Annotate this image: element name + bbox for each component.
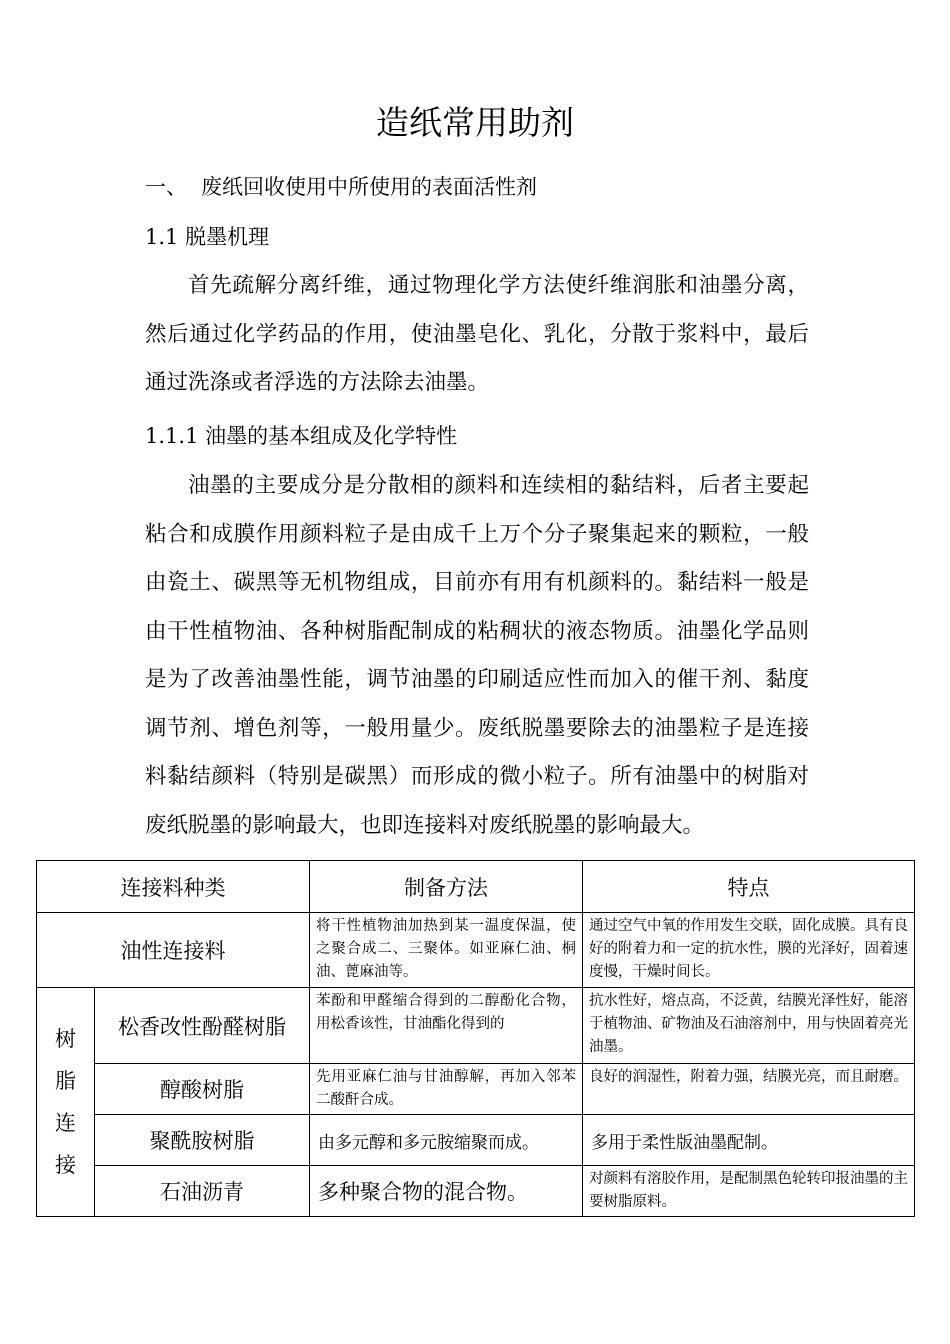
section-title: 废纸回收使用中所使用的表面活性剂 [201, 175, 537, 199]
table-row [37, 1115, 915, 1166]
feature-cell: 抗水性好，熔点高，不泛黄，结膜光泽性好，能溶于植物油、矿物油及石油溶剂中，用与快固着亮光油墨。 [583, 988, 915, 1064]
subsection-heading-1-1-1: 1.1.1 油墨的基本组成及化学特性 [145, 424, 458, 448]
group-char: 连 [55, 1111, 76, 1135]
resin-binder-group-label [37, 988, 95, 1217]
page-title: 造纸常用助剂 [376, 103, 574, 142]
table-row [37, 988, 915, 1064]
header-binder-type: 连接料种类 [37, 861, 310, 913]
binder-type-cell: 石油沥青 [95, 1166, 310, 1217]
method-cell: 将干性植物油加热到某一温度保温，使之聚合成二、三聚体。如亚麻仁油、桐油、蓖麻油等。 [310, 913, 583, 988]
binder-type-cell: 松香改性酚醛树脂 [95, 988, 310, 1064]
group-char: 树 [55, 1027, 76, 1051]
method-cell: 由多元醇和多元胺缩聚而成。 [310, 1115, 583, 1166]
feature-cell: 对颜料有溶胶作用，是配制黑色轮转印报油墨的主要树脂原料。 [583, 1166, 915, 1217]
method-cell: 先用亚麻仁油与甘油醇解，再加入邻苯二酸酐合成。 [310, 1064, 583, 1115]
header-features: 特点 [583, 861, 915, 913]
table-row [37, 1166, 915, 1217]
section-number: 一、 [145, 175, 187, 199]
subsection-heading-1-1: 1.1 脱墨机理 [145, 225, 270, 249]
group-char: 脂 [55, 1069, 76, 1093]
table-row [37, 1064, 915, 1115]
method-cell: 苯酚和甲醛缩合得到的二醇酚化合物，用松香该性，甘油酯化得到的 [310, 988, 583, 1064]
binder-type-cell: 聚酰胺树脂 [95, 1115, 310, 1166]
binder-type-cell: 油性连接料 [37, 913, 310, 988]
paragraph-ink-composition: 油墨的主要成分是分散相的颜料和连续相的黏结料，后者主要起粘合和成膜作用颜料粒子是由成千上万个分子聚集起来的颗粒，一般由瓷土、碳黑等无机物组成，目前亦有用有机颜料的。黏结料一般是由干性植物油、各种树脂配制成的粘稠状的液态物质。油墨化学品则是为了改善油墨性能，调节油墨的印刷适应性而加入的催干剂、黏度调节剂、增色剂等，一般用量少。废纸脱墨要除去的油墨粒子是连接料黏结颜料（特别是碳黑）而形成的微小粒子。所有油墨中的树脂对废纸脱墨的影响最大，也即连接料对废纸脱墨的影响最大。 [145, 473, 809, 838]
paragraph-deinking-mechanism: 首先疏解分离纤维，通过物理化学方法使纤维润胀和油墨分离，然后通过化学药品的作用，使油墨皂化、乳化，分散于浆料中，最后通过洗涤或者浮选的方法除去油墨。 [145, 273, 809, 395]
feature-cell: 良好的润湿性，附着力强，结膜光亮，而且耐磨。 [583, 1064, 915, 1115]
section-heading-1 [145, 172, 537, 202]
group-char: 接 [55, 1153, 76, 1177]
binder-table [36, 860, 915, 1217]
table-row [37, 913, 915, 988]
binder-type-cell: 醇酸树脂 [95, 1064, 310, 1115]
header-preparation-method: 制备方法 [310, 861, 583, 913]
table-header-row [37, 861, 915, 913]
method-cell: 多种聚合物的混合物。 [310, 1166, 583, 1217]
feature-cell: 多用于柔性版油墨配制。 [583, 1115, 915, 1166]
feature-cell: 通过空气中氧的作用发生交联，固化成膜。具有良好的附着力和一定的抗水性，膜的光泽好，固着速度慢，干燥时间长。 [583, 913, 915, 988]
